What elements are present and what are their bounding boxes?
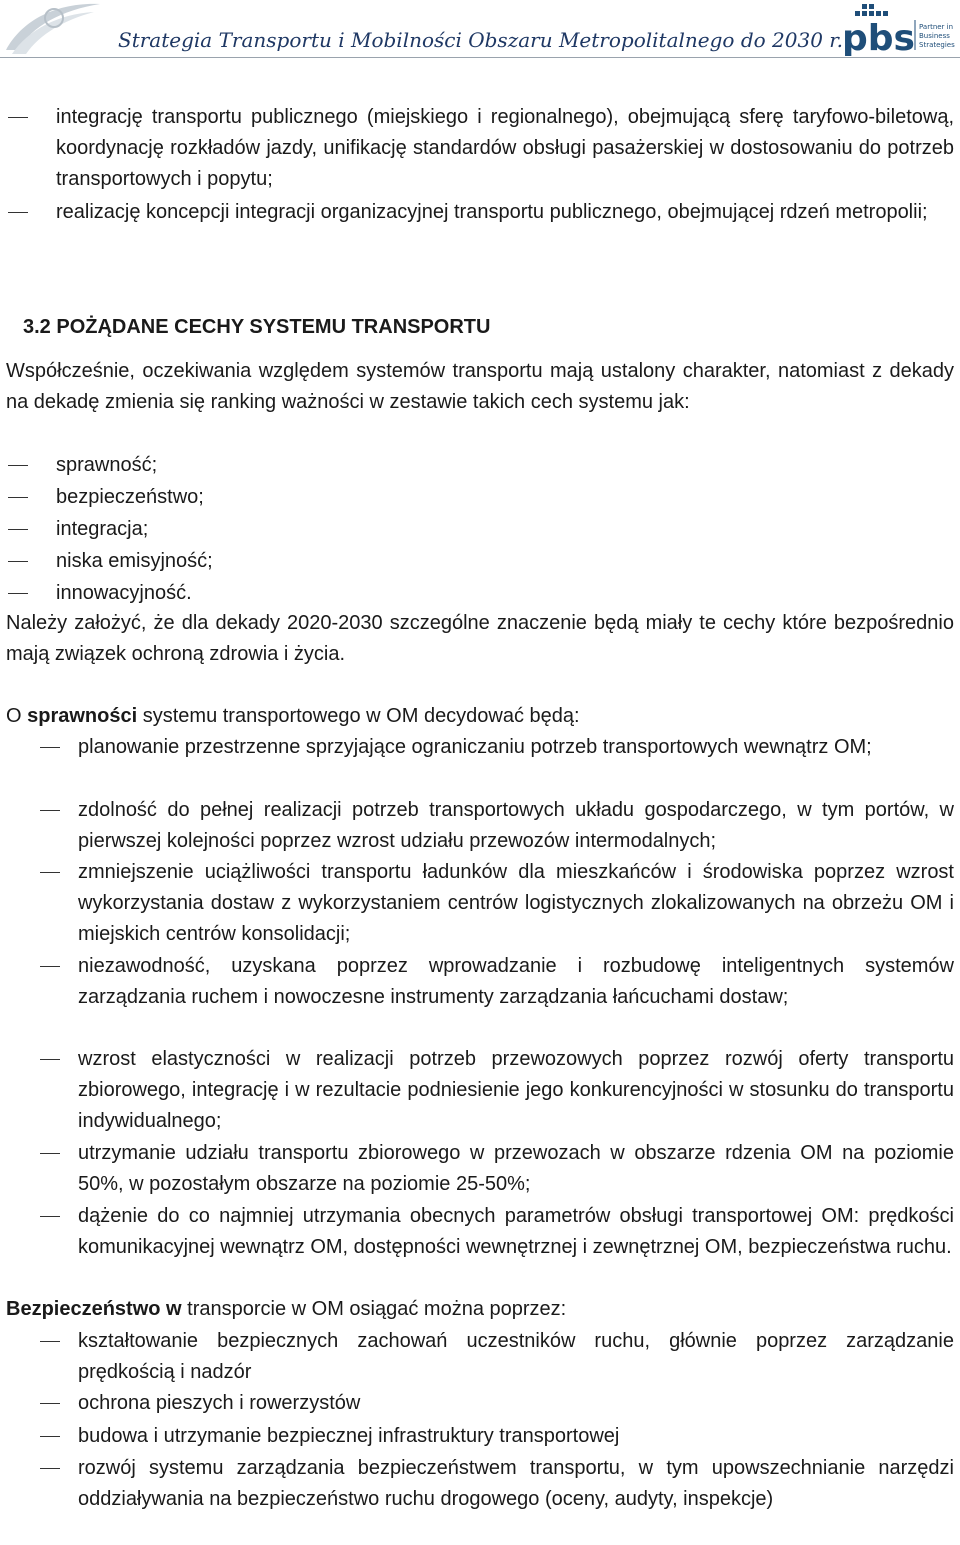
feature-item: bezpieczeństwo; [56, 486, 204, 508]
safety-item: kształtowanie bezpiecznych zachowań uczestników ruchu, głównie poprzez zarządzanie prędkością i nadzór [78, 1330, 954, 1383]
pbs-tagline-1: Partner in [919, 23, 954, 31]
feature-item: innowacyjność. [56, 582, 192, 604]
section-intro-paragraph: Współcześnie, oczekiwania względem systemów transportu mają ustalony charakter, natomiast z dekady na dekadę zmienia się ranking ważności w zestawie takich cech systemu jak: [6, 360, 954, 413]
safety-lead: Bezpieczeństwo w transporcie w OM osiągać można poprzez: [6, 1298, 567, 1320]
efficiency-item: planowanie przestrzenne sprzyjające ograniczaniu potrzeb transportowych wewnątrz OM; [78, 736, 872, 758]
swoosh-logo-icon [2, 0, 102, 58]
list-item: realizację koncepcji integracji organizacyjnej transportu publicznego, obejmującej rdzeń metropolii; [56, 201, 928, 223]
feature-item: niska emisyjność; [56, 550, 213, 572]
safety-item: budowa i utrzymanie bezpiecznej infrastruktury transportowej [78, 1425, 620, 1447]
efficiency-item: dążenie do co najmniej utrzymania obecnych parametrów obsługi transportowej OM: prędkości komunikacyjnej wewnątrz OM, dostępności wewnętrznej i zewnętrznej OM, bezpieczeństwa ruchu. [78, 1205, 954, 1258]
feature-item: integracja; [56, 518, 149, 540]
page-header [0, 0, 960, 62]
efficiency-item: wzrost elastyczności w realizacji potrzeb przewozowych poprzez rozwój oferty transportu zbiorowego, integrację i w rezultacie podniesienie jego konkurencyjności w stosunku do transportu indywidualnego; [78, 1048, 954, 1132]
efficiency-item: zmniejszenie uciążliwości transportu ładunków dla mieszkańców i środowiska poprzez wzrost wykorzystania dostaw z wykorzystaniem centrów logistycznych zlokalizowanych na obrzeżu OM i miejskich centrów konsolidacji; [78, 861, 954, 945]
safety-item: rozwój systemu zarządzania bezpieczeństwem transportu, w tym upowszechnianie narzędzi oddziaływania na bezpieczeństwo ruchu drogowego (oceny, audyty, inspekcje) [78, 1457, 954, 1510]
efficiency-lead: O sprawności systemu transportowego w OM decydować będą: [6, 705, 580, 727]
header-divider [0, 57, 960, 58]
document-title: Strategia Transportu i Mobilności Obszaru Metropolitalnego do 2030 r. [118, 28, 843, 52]
efficiency-item: niezawodność, uzyskana poprzez wprowadzanie i rozbudowę inteligentnych systemów zarządzania ruchem i nowoczesne instrumenty zarządzania łańcuchami dostaw; [78, 955, 954, 1008]
list-item: integrację transportu publicznego (miejskiego i regionalnego), obejmującą sferę taryfowo-biletową, koordynację rozkładów jazdy, unifikację standardów obsługi pasażerskiej w dostosowaniu do potrzeb transportowych i popytu; [56, 106, 954, 190]
conclusion-paragraph: Należy założyć, że dla dekady 2020-2030 szczególne znaczenie będą miały te cechy które bezpośrednio mają związek ochroną zdrowia i życia. [6, 612, 954, 665]
safety-item: ochrona pieszych i rowerzystów [78, 1392, 361, 1414]
section-heading: 3.2 POŻĄDANE CECHY SYSTEMU TRANSPORTU [23, 316, 491, 338]
pbs-tagline-3: Strategies [919, 41, 955, 49]
pbs-logo-text: pbs [842, 18, 915, 56]
efficiency-item: utrzymanie udziału transportu zbiorowego w przewozach w obszarze rdzenia OM na poziomie 50%, w pozostałym obszarze na poziomie 25-50%; [78, 1142, 954, 1195]
feature-item: sprawność; [56, 454, 158, 476]
pbs-tagline-2: Business [919, 32, 950, 40]
efficiency-item: zdolność do pełnej realizacji potrzeb transportowych układu gospodarczego, w tym portów, w pierwszej kolejności poprzez wzrost udziału przewozów intermodalnych; [78, 799, 954, 852]
pbs-logo [842, 2, 958, 56]
